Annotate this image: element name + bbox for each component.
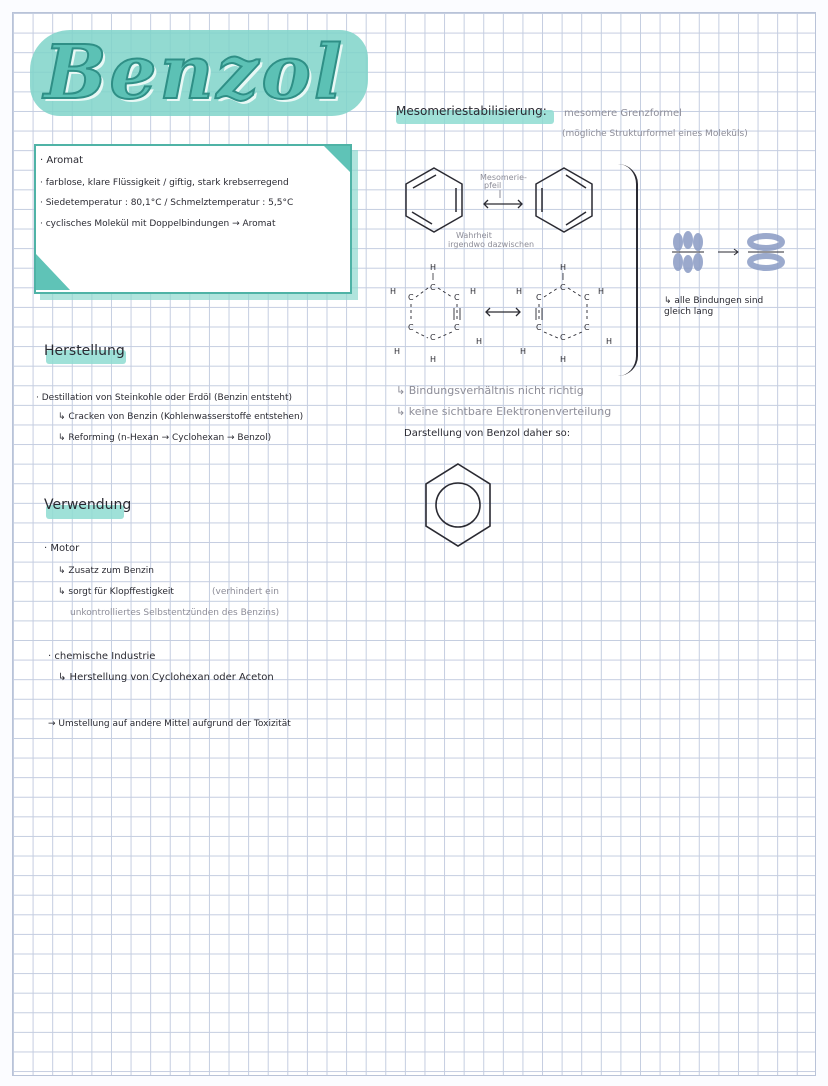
mesomerie-note: ↳ Bindungsverhältnis nicht richtig bbox=[396, 384, 584, 397]
info-card-corner-tab bbox=[324, 146, 350, 172]
atom-c: C bbox=[560, 283, 566, 292]
orbital-note: ↳ alle Bindungen sind gleich lang bbox=[664, 296, 764, 317]
kekule-structure-left bbox=[406, 168, 462, 232]
atom-c: C bbox=[560, 333, 566, 342]
info-item-aromat: · Aromat bbox=[40, 155, 83, 166]
info-item-temperatures: · Siedetemperatur : 80,1°C / Schmelztemperatur : 5,5°C bbox=[40, 198, 294, 208]
resonance-arrow bbox=[484, 200, 522, 208]
atom-h: H bbox=[476, 337, 483, 346]
mesomerie-subtitle-2: (mögliche Strukturformel eines Moleküls) bbox=[562, 129, 748, 139]
info-card-corner-tab bbox=[36, 254, 70, 290]
atom-h: H bbox=[606, 337, 613, 346]
title-block bbox=[30, 24, 370, 124]
page-title: Benzol bbox=[44, 30, 345, 116]
heading-verwendung: Verwendung bbox=[44, 497, 132, 513]
wahrheit-label-line: irgendwo dazwischen bbox=[448, 240, 535, 249]
herstellung-line: ↳ Cracken von Benzin (Kohlenwasserstoffe entstehen) bbox=[58, 412, 304, 422]
atom-h: H bbox=[390, 287, 397, 296]
atom-h: H bbox=[560, 355, 567, 364]
verwendung-line: ↳ Herstellung von Cyclohexan oder Aceton bbox=[58, 672, 274, 683]
atom-h: H bbox=[598, 287, 605, 296]
atom-c: C bbox=[430, 333, 436, 342]
atom-c: C bbox=[408, 323, 414, 332]
verwendung-line: ↳ sorgt für Klopffestigkeit bbox=[58, 587, 174, 597]
curly-bracket bbox=[618, 164, 638, 376]
verwendung-line-grey: unkontrolliertes Selbstentzünden des Benzins) bbox=[70, 608, 280, 618]
atom-h: H bbox=[520, 347, 527, 356]
atom-c: C bbox=[536, 323, 542, 332]
resonance-arrow-2 bbox=[486, 308, 520, 316]
atom-h: H bbox=[430, 355, 437, 364]
wahrheit-label-line: Wahrheit bbox=[456, 231, 492, 240]
verwendung-line: · Motor bbox=[44, 543, 80, 554]
resonance-structures-diagram bbox=[380, 160, 640, 380]
atom-h: H bbox=[560, 263, 567, 272]
verwendung-line: ↳ Zusatz zum Benzin bbox=[58, 566, 154, 576]
verwendung-line-grey: (verhindert ein bbox=[212, 587, 279, 597]
atom-c: C bbox=[584, 323, 590, 332]
mesomerie-subtitle: mesomere Grenzformel bbox=[564, 108, 682, 119]
atom-c: C bbox=[584, 293, 590, 302]
wahrheit-label bbox=[448, 231, 534, 249]
atom-c: C bbox=[536, 293, 542, 302]
herstellung-line: · Destillation von Steinkohle oder Erdöl (Benzin entsteht) bbox=[36, 393, 293, 403]
orbital-arrow bbox=[718, 249, 738, 255]
arrow-label-line: Mesomerie- bbox=[480, 173, 527, 182]
arrow-label-line: pfeil bbox=[484, 181, 502, 190]
mesomerie-conclusion: Darstellung von Benzol daher so: bbox=[404, 428, 571, 439]
verwendung-conclusion: → Umstellung auf andere Mittel aufgrund der Toxizität bbox=[48, 719, 291, 729]
heading-mesomerie: Mesomeriestabilisierung: bbox=[396, 104, 547, 118]
structural-formula-right bbox=[516, 263, 612, 364]
mesomerie-arrow-label bbox=[480, 173, 527, 190]
benzene-ring-symbol bbox=[420, 460, 496, 552]
atom-h: H bbox=[516, 287, 523, 296]
atom-h: H bbox=[470, 287, 477, 296]
herstellung-line: ↳ Reforming (n-Hexan → Cyclohexan → Benzol) bbox=[58, 433, 272, 443]
info-item-structure: · cyclisches Molekül mit Doppelbindungen → Aromat bbox=[40, 219, 276, 229]
heading-herstellung: Herstellung bbox=[44, 343, 125, 359]
structural-formula-left bbox=[390, 263, 482, 364]
orbital-illustration bbox=[660, 222, 800, 282]
atom-c: C bbox=[408, 293, 414, 302]
info-item-properties: · farblose, klare Flüssigkeit / giftig, stark krebserregend bbox=[40, 178, 289, 188]
atom-h: H bbox=[430, 263, 437, 272]
atom-c: C bbox=[430, 283, 436, 292]
mesomerie-note: ↳ keine sichtbare Elektronenverteilung bbox=[396, 405, 612, 418]
atom-c: C bbox=[454, 323, 460, 332]
verwendung-line: · chemische Industrie bbox=[48, 651, 156, 662]
atom-h: H bbox=[394, 347, 401, 356]
atom-c: C bbox=[454, 293, 460, 302]
kekule-structure-right bbox=[536, 168, 592, 232]
